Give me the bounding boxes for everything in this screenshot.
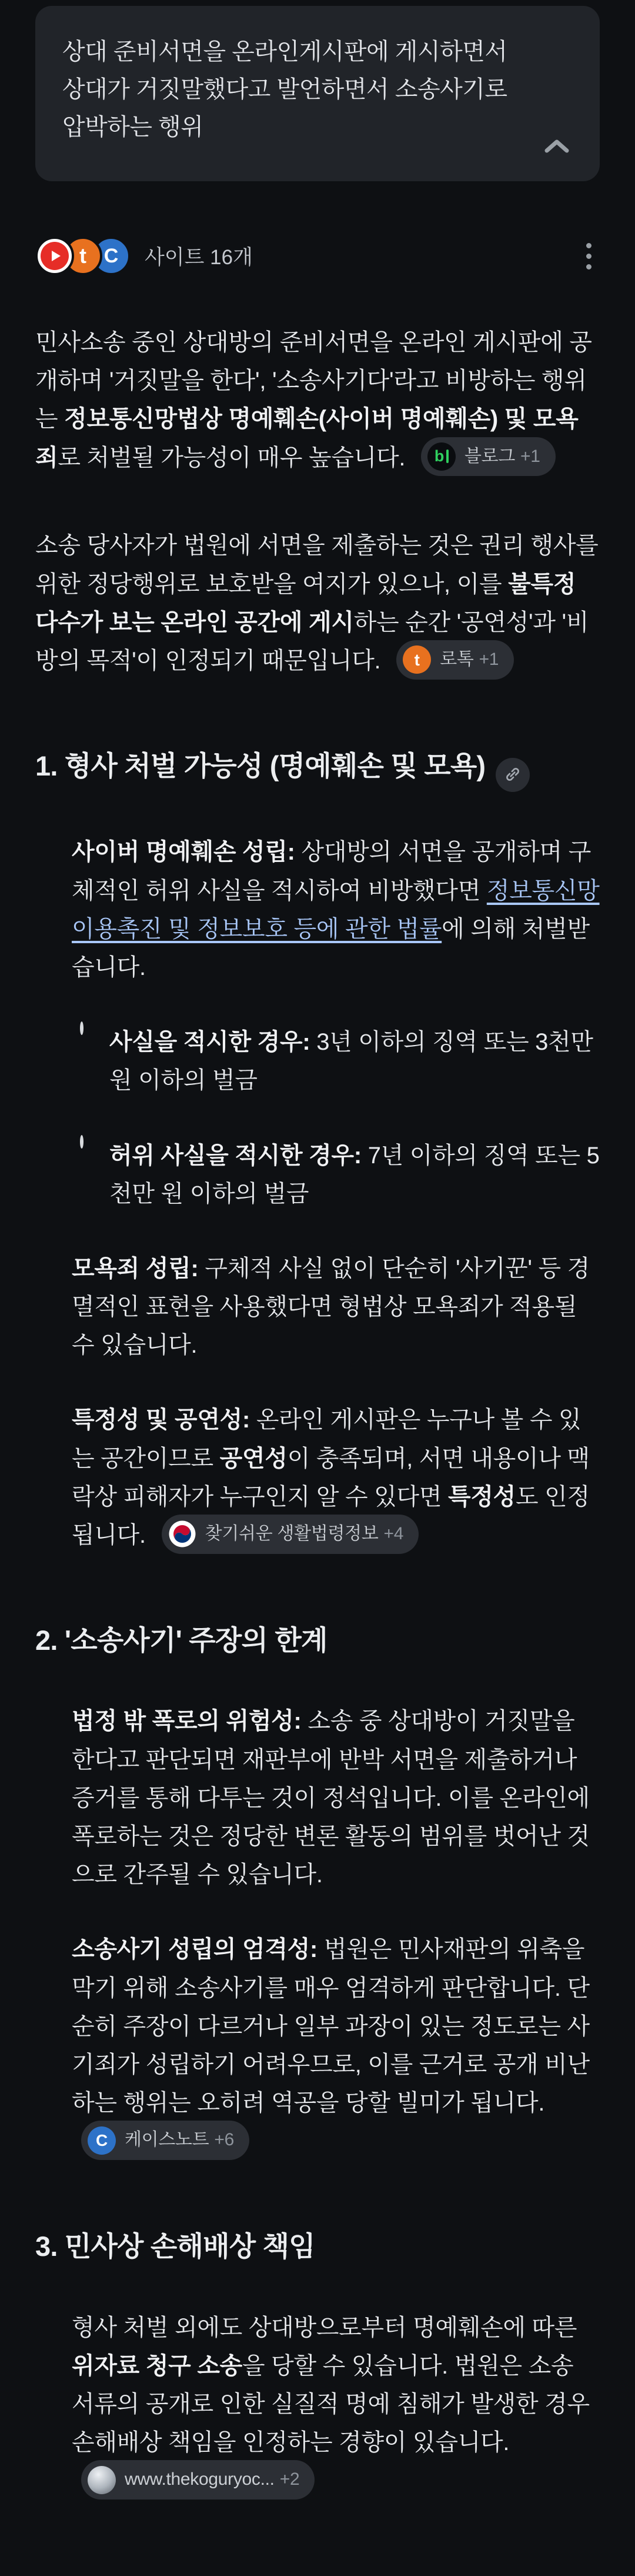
sub-bullet-marker [73,1023,109,1100]
item-text: 법원은 민사재판의 위축을 막기 위해 소송사기를 매우 엄격하게 판단합니다. 단순히 주장이 다르거나 일부 과장이 있는 정도로는 사기죄가 성립하기 어려우므로, 이를 근거로 공개 비난하는 행위는 오히려 역공을 당할 빌미가 됩니다. [72,1936,590,2116]
item-text: 7년 이하의 징역 또는 5천만 원 이하의 벌금 [109,1142,600,1207]
kebab-menu-button[interactable] [578,238,600,274]
intro-paragraph-2 [35,527,600,681]
list-item-text [72,1250,600,1365]
bullet-marker [35,1401,72,1556]
intro-paragraph-1 [35,324,600,478]
source-favicons [35,237,131,275]
item-bold: 위자료 청구 소송 [72,2352,243,2379]
question-card [35,6,600,181]
youtube-icon [35,237,74,275]
badge-count: +1 [520,446,540,466]
item-text: 3년 이하의 징역 또는 3천만 원 이하의 벌금 [109,1029,593,1094]
bullet-marker [35,833,72,987]
badge-count: +6 [214,2130,235,2150]
paragraph-text: 로 처벌될 가능성이 매우 높습니다. [58,444,406,471]
bullet-marker [35,2309,72,2502]
badge-label: www.thekoguryoc... [125,2470,275,2490]
heading-text: 2. '소송사기' 주장의 한계 [35,1624,327,1656]
source-badge-gov[interactable] [162,1515,419,1554]
list-item [35,1931,600,2162]
casenote-icon: C [92,237,131,275]
item-text: 소송 중 상대방이 거짓말을 한다고 판단되면 재판부에 반박 서면을 제출하거나 증거를 통해 다투는 것이 정석입니다. 이를 온라인에 폭로하는 것은 정당한 변론 활동의 범위를 벗어난 것으로 간주될 수 있습니다. [72,1708,590,1888]
list-item [35,1250,600,1365]
bullet-marker [35,1931,72,2162]
badge-count: +4 [383,1523,404,1543]
list-item-text [72,1931,600,2162]
badge-label: 찾기쉬운 생활법령정보 [205,1523,379,1543]
source-badge-website[interactable] [81,2460,315,2500]
list-item [35,2309,600,2502]
lawtalk-icon: t [403,645,431,674]
link-icon [503,765,522,786]
section-1-list [35,833,600,1556]
paragraph-bold: 불특정 다수가 보는 온라인 공간에 게시 [35,571,576,635]
korea-gov-icon [168,1520,196,1548]
item-text: 형사 처벌 외에도 상대방으로부터 명예훼손에 따른 [72,2314,577,2341]
bullet-marker [35,1702,72,1894]
section-1-heading [35,745,600,793]
sub-list-item [73,1137,600,1213]
item-text: 을 당할 수 있습니다. 법원은 소송 서류의 공개로 인한 실질적 명예 침해가 발생한 경우 손해배상 책임을 인정하는 경향이 있습니다. [72,2352,590,2456]
source-badge-lawtalk[interactable] [396,640,514,680]
law-link[interactable]: 정보통신망 이용촉진 및 정보보호 등에 관한 법률 [72,877,600,942]
paragraph-bold: 정보통신망법상 명예훼손(사이버 명예훼손) 및 모욕죄 [35,406,579,471]
list-item-text [109,1137,600,1213]
source-badge-blog[interactable] [421,437,556,477]
list-item-text [72,1401,600,1556]
item-text: 도 인정됩니다. [72,1483,590,1548]
badge-label: 로톡 [440,649,474,669]
paragraph-text: 민사소송 중인 상대방의 준비서면을 온라인 게시판에 공개하며 '거짓말을 한다', '소송사기다'라고 비방하는 행위는 [35,330,592,432]
badge-label: 블로그 [464,446,516,466]
item-lead-bold: 사실을 적시한 경우: [109,1029,310,1056]
list-item-text [72,2309,600,2502]
item-lead-bold: 법정 밖 폭로의 위험성: [72,1708,302,1735]
item-lead-bold: 특정성 및 공연성: [72,1407,250,1433]
section-3-heading [35,2226,600,2268]
item-lead-bold: 모욕죄 성립: [72,1255,199,1282]
badge-label: 케이스노트 [125,2130,209,2150]
bullet-marker [35,1250,72,1365]
item-lead-bold: 허위 사실을 적시한 경우: [109,1142,362,1169]
item-bold: 특정성 [447,1483,516,1510]
question-text: 상대 준비서면을 온라인게시판에 게시하면서 상대가 거짓말했다고 발언하면서 소송사기로 압박하는 행위 [62,39,507,140]
item-text: 온라인 게시판은 누구나 볼 수 있는 공간이므로 [72,1407,581,1472]
section-2-heading [35,1620,600,1662]
sub-list-item [73,1023,600,1100]
section-3-list [35,2309,600,2502]
item-text: 구체적 사실 없이 단순히 '사기꾼' 등 경멸적인 표현을 사용했다면 형법상 모욕죄가 적용될 수 있습니다. [72,1255,590,1359]
naver-blog-icon: b [427,442,456,471]
list-item [35,833,600,987]
list-item [35,1702,600,1894]
list-item [35,1401,600,1556]
item-lead-bold: 소송사기 성립의 엄격성: [72,1936,318,1963]
chevron-up-icon [543,147,570,156]
item-lead-bold: 사이버 명예훼손 성립: [72,839,295,866]
sources-count-label: 사이트 16개 [145,246,253,269]
item-text: 상대방의 서면을 공개하며 구체적인 허위 사실을 적시하여 비방했다면 [72,839,591,904]
section-link-button[interactable] [496,758,530,792]
paragraph-text: 하는 순간 '공연성'과 '비방의 목적'이 인정되기 때문입니다. [35,609,589,674]
item-bold: 공연성 [219,1445,288,1472]
list-item-text [109,1023,600,1100]
sources-row[interactable] [35,237,600,275]
list-item-text [72,1702,600,1894]
section-2-list [35,1702,600,2162]
paragraph-text: 소송 당사자가 법원에 서면을 제출하는 것은 권리 행사를 위한 정당행위로 보호받을 여지가 있으나, 이를 [35,532,599,597]
casenote-icon: C [88,2126,116,2155]
badge-count: +2 [279,2470,300,2490]
badge-count: +1 [479,649,499,669]
item-text: 에 의해 처벌받습니다. [72,916,590,980]
collapse-button[interactable] [541,135,573,157]
item-text: 이 충족되며, 서면 내용이나 맥락상 피해자가 누구인지 알 수 있다면 [72,1445,590,1510]
source-badge-casenote[interactable] [81,2121,249,2160]
lawtalk-icon: t [63,237,102,275]
list-item-text [72,833,600,987]
sub-bullet-marker [73,1137,109,1213]
globe-icon [88,2466,116,2494]
heading-text: 1. 형사 처벌 가능성 (명예훼손 및 모욕) [35,750,486,781]
youtube-play-shape [41,242,69,270]
heading-text: 3. 민사상 손해배상 책임 [35,2231,315,2262]
